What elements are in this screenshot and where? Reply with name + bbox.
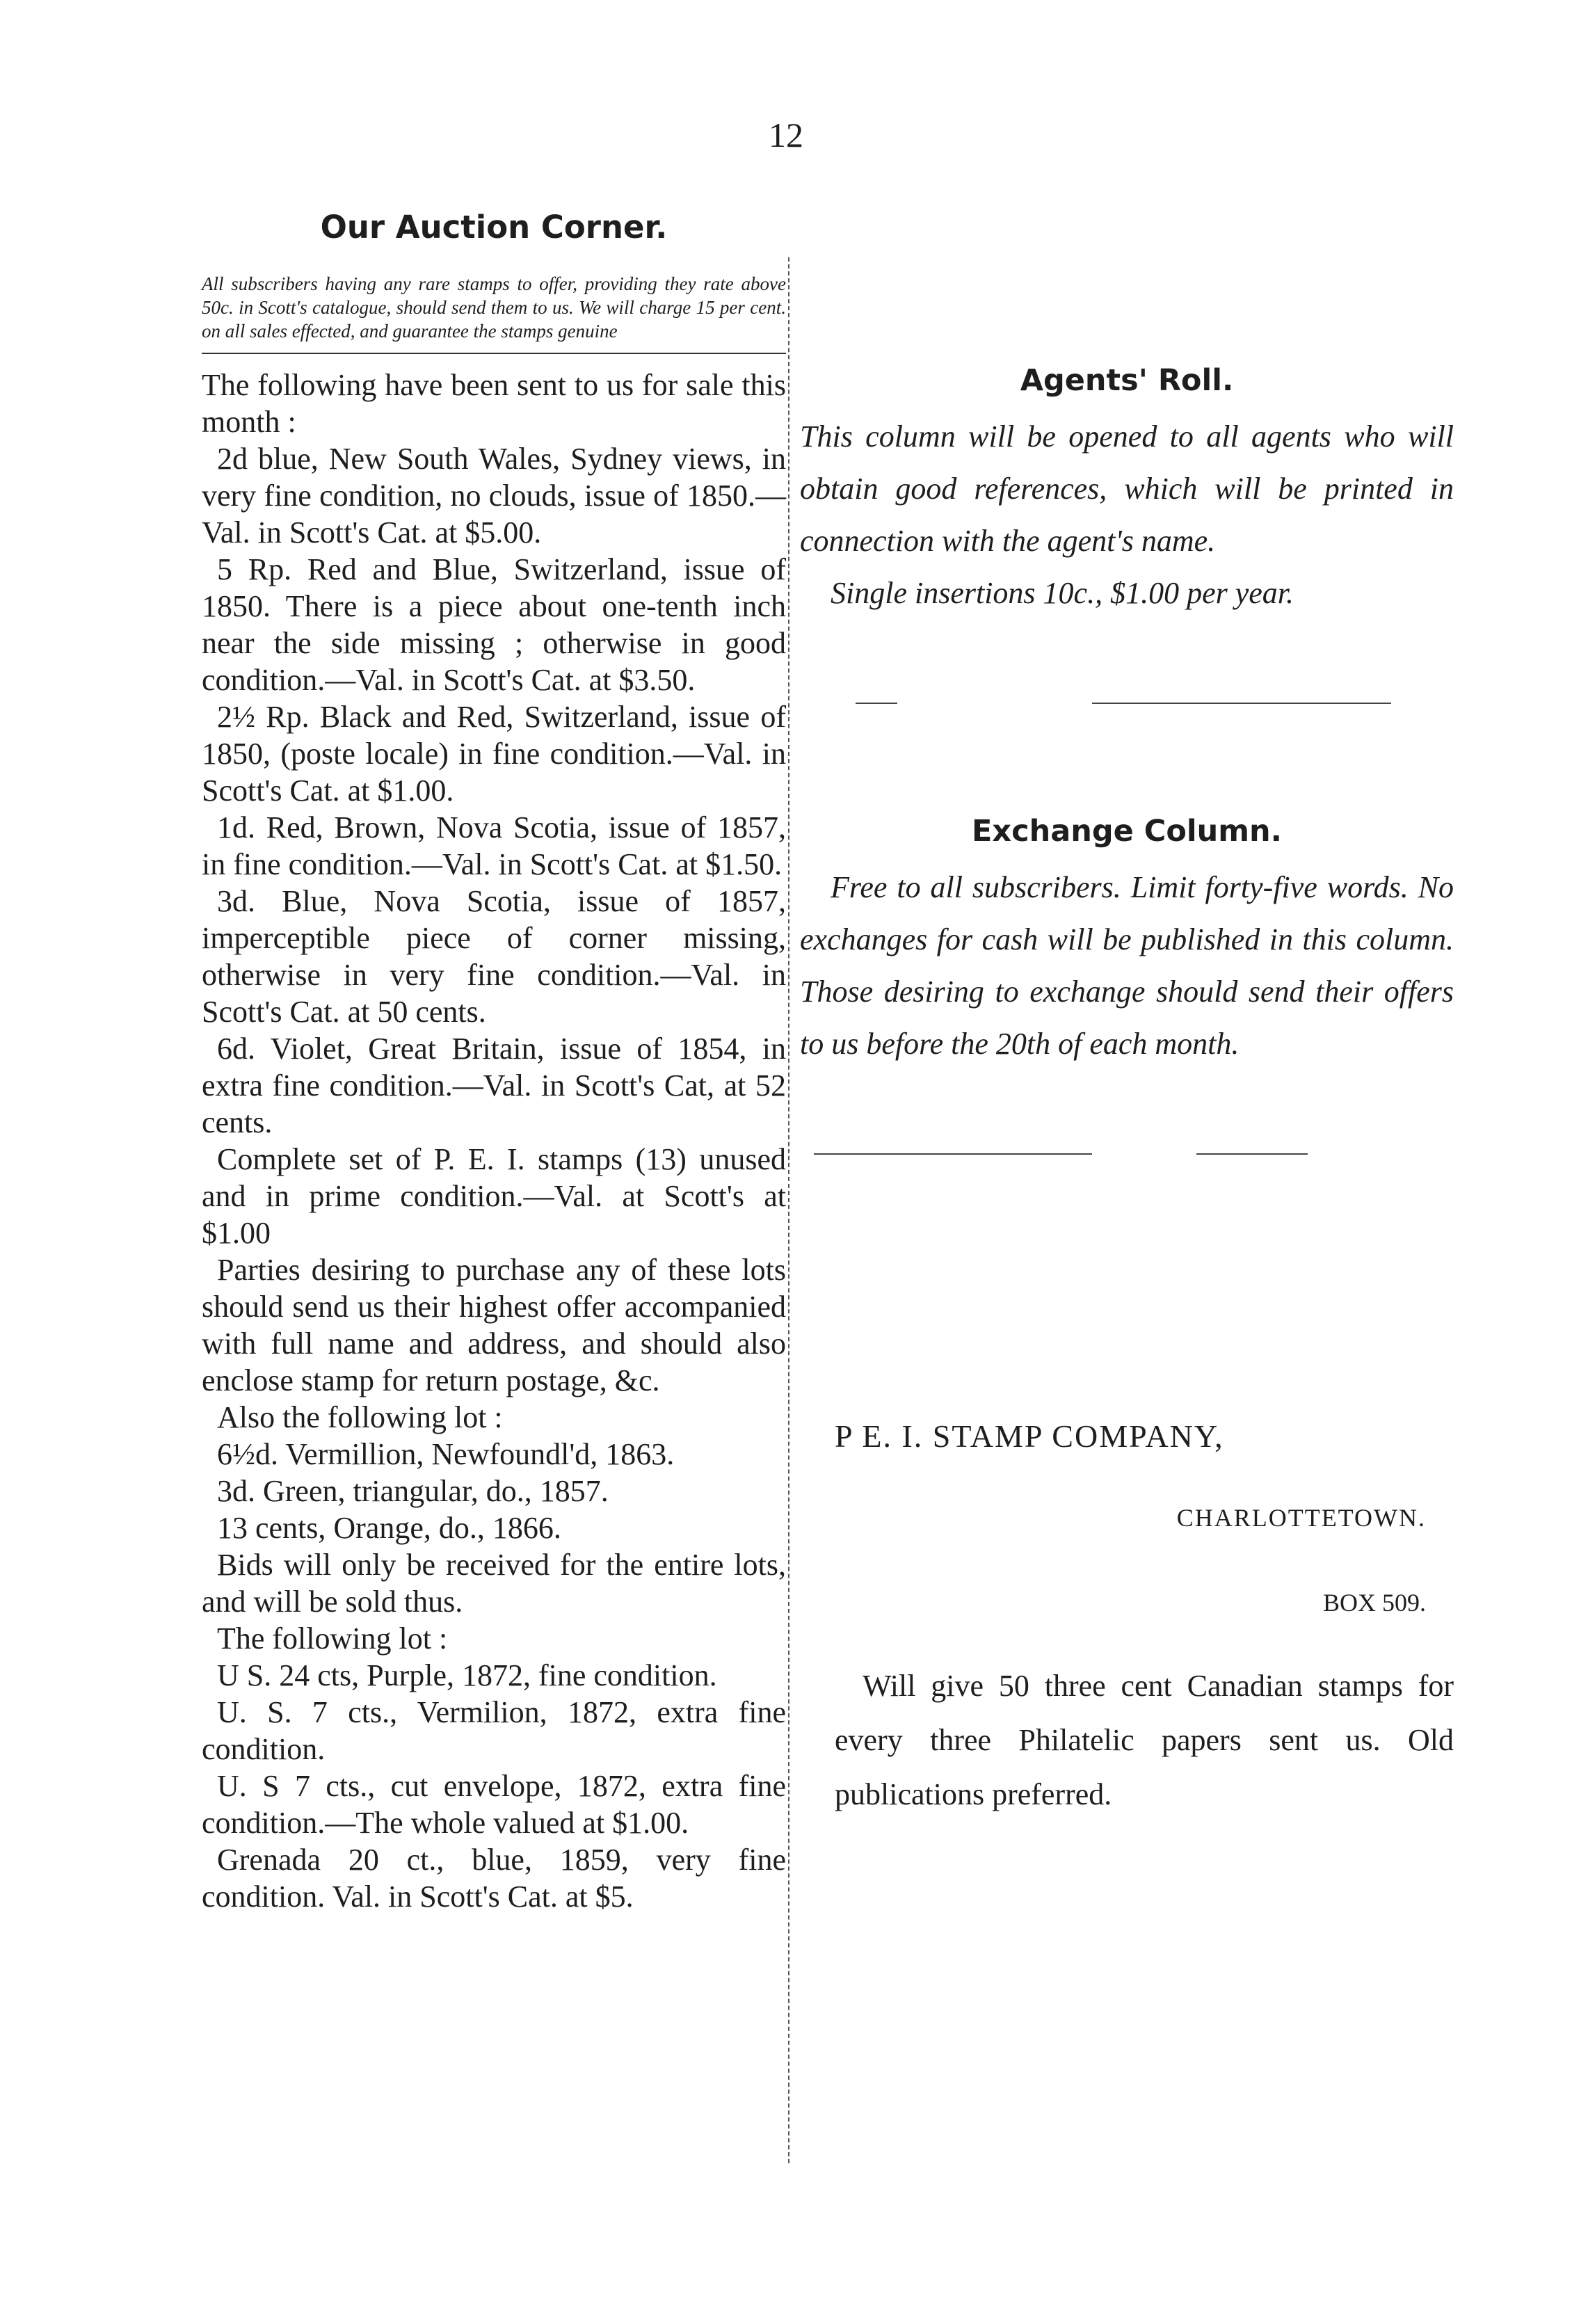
exchange-section: [800, 861, 1454, 1070]
auction-lot: 3d. Blue, Nova Scotia, issue of 1857, imperceptible piece of corner missing, otherwise in very fine condition.—Val. in Scott's Cat. at 50 cents.: [202, 884, 786, 1029]
auction-column: [202, 209, 786, 1915]
auction-paragraph: Parties desiring to purchase any of these lots should send us their highest offer accompanied with full name and address, and should also enclose stamp for return postage, &c.: [202, 1253, 786, 1397]
exchange-paragraph: Free to all subscribers. Limit forty-five words. No exchanges for cash will be published in this column. Those desiring to exchange should send their offers to us before the 20th of each month.: [800, 870, 1454, 1061]
auction-lot: U. S 7 cts., cut envelope, 1872, extra fine condition.—The whole valued at $1.00.: [202, 1769, 786, 1840]
auction-paragraph: The following have been sent to us for sale this month :: [202, 368, 786, 439]
auction-lot: 13 cents, Orange, do., 1866.: [217, 1511, 561, 1545]
exchange-heading: Exchange Column.: [972, 814, 1282, 849]
agents-paragraph: This column will be opened to all agents who will obtain good references, which will be printed in connection with the agent's name.: [800, 419, 1454, 558]
section-rule: [800, 703, 1454, 716]
auction-lot: 5 Rp. Red and Blue, Switzerland, issue of 1850. There is a piece about one-tenth inch near the side missing ; otherwise in good condition.—Val. in Scott's Cat. at $3.50.: [202, 552, 786, 697]
auction-paragraph: The following lot :: [217, 1621, 448, 1656]
company-city: CHARLOTTETOWN.: [1176, 1504, 1426, 1532]
company-offer: Will give 50 three cent Canadian stamps for every three Philatelic papers sent us. Old publications preferred.: [835, 1669, 1454, 1811]
auction-lot: 6½d. Vermillion, Newfoundl'd, 1863.: [217, 1437, 675, 1471]
auction-lot: 2½ Rp. Black and Red, Switzerland, issue of 1850, (poste locale) in fine condition.—Val. in Scott's Cat. at $1.00.: [202, 700, 786, 808]
auction-lot: 1d. Red, Brown, Nova Scotia, issue of 1857, in fine condition.—Val. in Scott's Cat. at $1.50.: [202, 810, 786, 881]
auction-paragraph: Bids will only be received for the entire lots, and will be sold thus.: [202, 1548, 786, 1619]
auction-lot: 3d. Green, triangular, do., 1857.: [217, 1474, 609, 1508]
agents-section: [800, 410, 1454, 619]
company-name: P E. I. STAMP COMPANY,: [835, 1418, 1224, 1454]
company-advertisement: [800, 1418, 1454, 1822]
auction-lot: U S. 24 cts, Purple, 1872, fine condition.: [217, 1658, 717, 1692]
page-number: 12: [769, 115, 803, 154]
agents-heading: Agents' Roll.: [1020, 363, 1234, 398]
auction-lot: 2d blue, New South Wales, Sydney views, in very fine condition, no clouds, issue of 1850.—Val. in Scott's Cat. at $5.00.: [202, 442, 786, 550]
company-box: BOX 509.: [1322, 1589, 1426, 1617]
auction-lot: Complete set of P. E. I. stamps (13) unused and in prime condition.—Val. at Scott's at $1.00: [202, 1142, 786, 1250]
auction-lot: 6d. Violet, Great Britain, issue of 1854, in extra fine condition.—Val. in Scott's Cat, at 52 cents.: [202, 1032, 786, 1139]
auction-paragraph: Also the following lot :: [217, 1400, 503, 1434]
section-rule: [800, 1153, 1454, 1167]
auction-heading: Our Auction Corner.: [320, 209, 668, 246]
column-divider: [788, 257, 789, 2163]
auction-lot: U. S. 7 cts., Vermilion, 1872, extra fine condition.: [202, 1695, 786, 1766]
agents-rates: Single insertions 10c., $1.00 per year.: [831, 576, 1294, 610]
auction-rule: [202, 353, 786, 354]
auction-intro-note: All subscribers having any rare stamps to offer, providing they rate above 50c. in Scott's catalogue, should send them to us. We will charge 15 per cent. on all sales effected, and guarantee the stamps genuine: [202, 273, 786, 342]
auction-listing: [202, 367, 786, 1915]
right-column: [800, 209, 1454, 1822]
auction-lot: Grenada 20 ct., blue, 1859, very fine condition. Val. in Scott's Cat. at $5.: [202, 1843, 786, 1914]
